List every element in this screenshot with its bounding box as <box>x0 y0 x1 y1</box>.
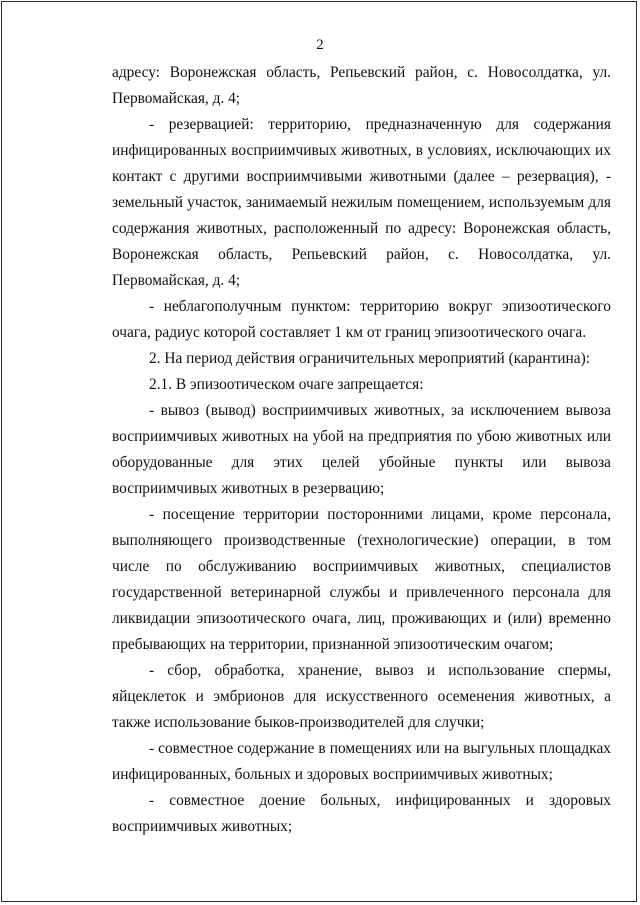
paragraph-address-continuation: адресу: Воронежская область, Репьевский район, с. Новосолдатка, ул. Первомайская, д. 4; <box>112 64 611 107</box>
page-number: 2 <box>316 37 324 53</box>
paragraph-ban-animal-export: - вывоз (вывод) восприимчивых животных, за исключением вывоза восприимчивых животных на убой на предприятия по убою животных или оборудованные для этих целей убойные пункты или вывоза восприимчивых животных в резервацию; <box>112 402 611 497</box>
paragraph-section-2-heading: 2. На период действия ограничительных мероприятий (карантина): <box>149 350 591 367</box>
paragraph-section-2-1-heading: 2.1. В эпизоотическом очаге запрещается: <box>149 376 424 393</box>
paragraph-ban-sperm-collection: - сбор, обработка, хранение, вывоз и использование спермы, яйцеклеток и эмбрионов для искусственного осеменения животных, а также использование быков-производителей для случки; <box>112 662 611 731</box>
document-body <box>112 60 611 840</box>
paragraph-reservation-definition: - резервацией: территорию, предназначенную для содержания инфицированных восприимчивых животных, в условиях, исключающих их контакт с другими восприимчивыми животными (далее – резервация), - земельный участок, занимаемый нежилым помещением, используемым для содержания животных, расположенный по адресу: Воронежская область, Воронежская область, Репьевский район, с. Новосолдатка, ул. Первомайская, д. 4; <box>112 116 611 289</box>
paragraph-unfavorable-point-definition: - неблагополучным пунктом: территорию вокруг эпизоотического очага, радиус которой составляет 1 км от границ эпизоотического очага. <box>112 298 611 341</box>
paragraph-ban-visits: - посещение территории посторонними лицами, кроме персонала, выполняющего производственные (технологические) операции, в том числе по обслуживанию восприимчивых животных, специалистов государственной ветеринарной службы и привлеченного персонала для ликвидации эпизоотического очага, лиц, проживающих и (или) временно пребывающих на территории, признанной эпизоотическим очагом; <box>112 506 611 653</box>
paragraph-ban-joint-milking: - совместное доение больных, инфицированных и здоровых восприимчивых животных; <box>112 792 611 835</box>
paragraph-ban-joint-keeping: - совместное содержание в помещениях или на выгульных площадках инфицированных, больных и здоровых восприимчивых животных; <box>112 740 611 783</box>
